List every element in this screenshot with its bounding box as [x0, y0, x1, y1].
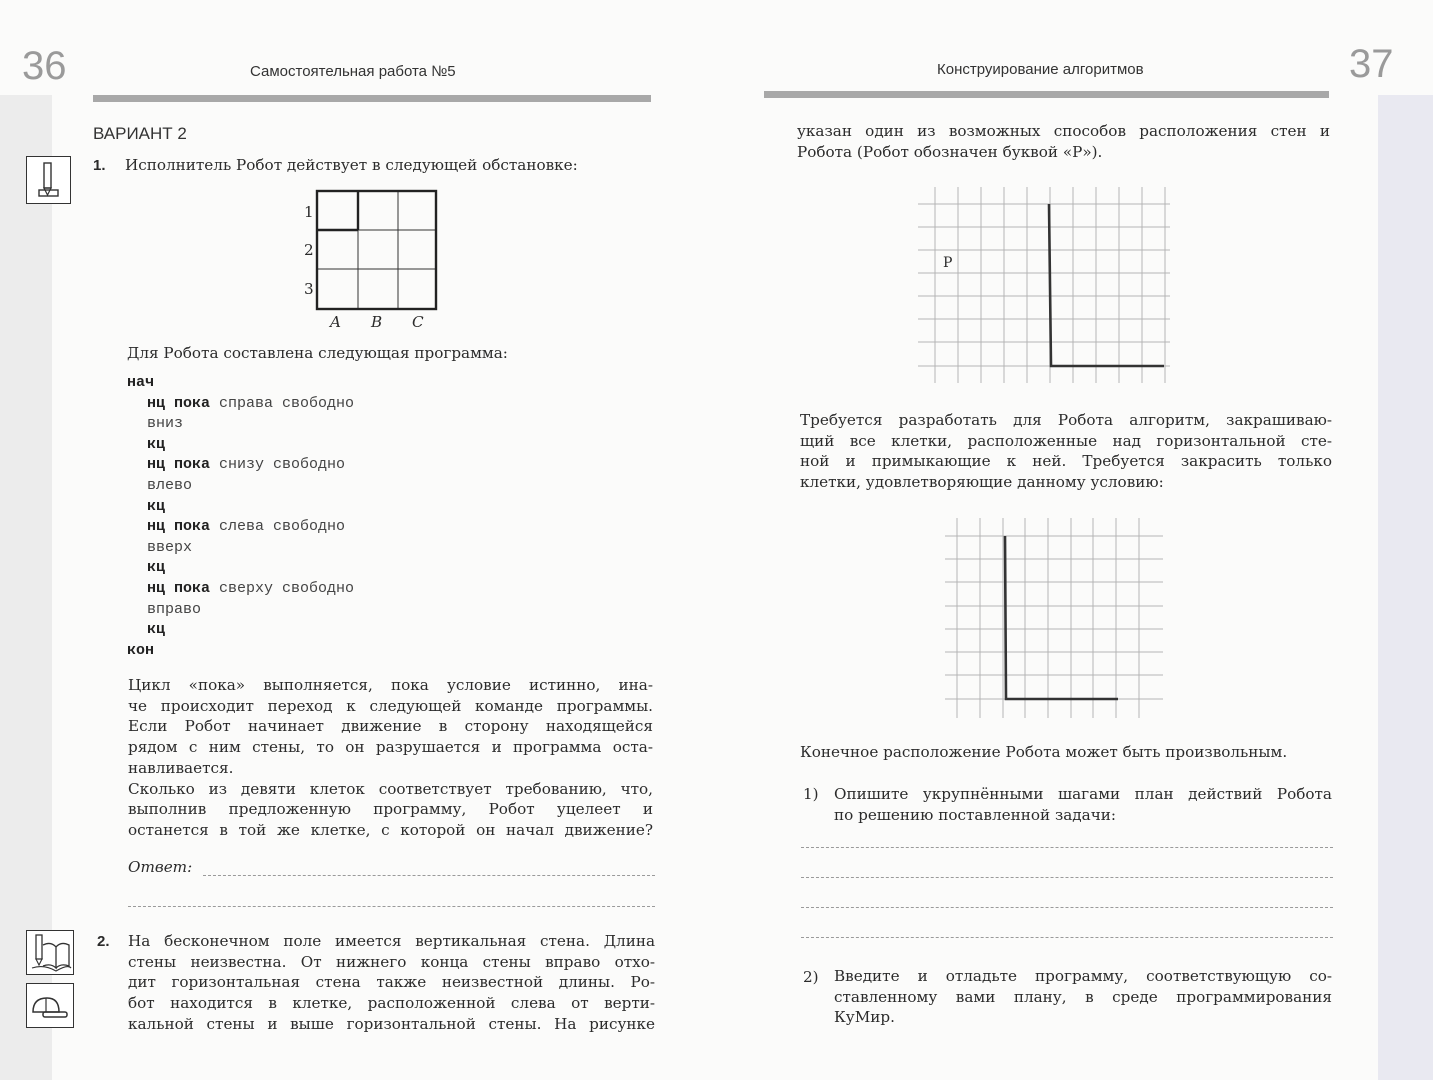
task2-continuation: указан один из возможных способов расположения стен и Робота (Робот обозначен буквой «Р»). — [797, 122, 1330, 161]
subtask1-text: Опишите укрупнёнными шагами план действий Робота по решению поставленной задачи: — [834, 785, 1332, 824]
col-label-c: C — [412, 313, 424, 331]
header-rule-right — [764, 91, 1329, 98]
robot-field-figure-target — [945, 518, 1163, 718]
row-label-2: 2 — [304, 241, 314, 259]
robot-grid-3x3 — [296, 188, 456, 333]
code-line: кц — [147, 435, 166, 453]
program-listing — [127, 373, 354, 661]
code-line: вниз — [147, 415, 184, 433]
code-line: нц пока справа свободно — [147, 394, 355, 412]
row-label-3: 3 — [304, 280, 314, 298]
col-label-b: B — [371, 313, 383, 331]
code-line: нц пока слева свободно — [147, 518, 346, 536]
pencil-book-icon — [26, 930, 74, 975]
code-line: кц — [147, 559, 166, 577]
plan-answer-line-2[interactable] — [801, 877, 1333, 878]
task1-intro: Исполнитель Робот действует в следующей обстановке: — [125, 156, 578, 174]
pencil-icon — [26, 156, 71, 204]
task2-text: На бесконечном поле имеется вертикальная стена. Длина стены неизвестна. От нижнего конца стены вправо отхо- дит горизонтальная стена также неизвестной длины. Ро- бот находится в клетке, расположенной слева от верти- кальной стены и выше горизонтальной стены. На рисунке — [128, 932, 655, 1033]
loop-explanation: Цикл «пока» выполняется, пока условие истинно, ина- че происходит переход к следующей команде программы. Если Робот начинает движение в сторону находящейся рядом с ним стены, то он разрушается и программа оста- навливается. Сколько из девяти клеток соответствует требованию, что, выполнив предложенную программу, Робот уцелеет и останется в той же клетке, с которой он начал движение? — [128, 676, 653, 839]
code-line: нач — [127, 374, 155, 391]
answer-line-1[interactable] — [203, 875, 655, 876]
answer-line-2[interactable] — [128, 906, 655, 907]
computer-mouse-icon — [26, 983, 74, 1028]
robot-field-figure-initial — [918, 187, 1170, 383]
code-line: кц — [147, 621, 166, 639]
plan-answer-line-4[interactable] — [801, 937, 1333, 938]
answer-label: Ответ: — [128, 858, 193, 876]
task2-number: 2. — [97, 933, 110, 950]
task1-number: 1. — [93, 157, 106, 174]
row-label-1: 1 — [304, 203, 314, 221]
plan-answer-line-1[interactable] — [801, 847, 1333, 848]
page-number-left: 36 — [22, 44, 67, 88]
subtask1-number: 1) — [803, 785, 819, 803]
code-line: нц пока снизу свободно — [147, 456, 346, 474]
header-rule-left — [93, 95, 651, 102]
code-line: кон — [127, 641, 155, 659]
code-line: влево — [147, 476, 193, 494]
subtask2-text: Введите и отладьте программу, соответствующую со- ставленному вами плану, в среде программирования КуМир. — [834, 967, 1332, 1027]
subtask2-number: 2) — [803, 968, 819, 986]
code-line: вправо — [147, 600, 202, 618]
running-head-left: Самостоятельная работа №5 — [250, 63, 456, 80]
plan-answer-line-3[interactable] — [801, 907, 1333, 908]
code-line: кц — [147, 497, 166, 515]
running-head-right: Конструирование алгоритмов — [937, 61, 1144, 78]
program-intro: Для Робота составлена следующая программа: — [127, 344, 508, 362]
right-page-margin-band — [1378, 95, 1433, 1080]
code-line: нц пока сверху свободно — [147, 579, 355, 597]
variant-heading: ВАРИАНТ 2 — [93, 124, 187, 143]
task2-requirement: Требуется разработать для Робота алгоритм, закрашиваю- щий все клетки, расположенные над горизонтальной сте- ной и примыкающие к ней. Требуется закрасить только клетки, удовлетворяющие данному условию: — [800, 411, 1332, 492]
code-line: вверх — [147, 538, 193, 556]
col-label-a: A — [330, 313, 341, 331]
page-number-right: 37 — [1349, 42, 1394, 86]
final-position-note: Конечное расположение Робота может быть произвольным. — [800, 743, 1288, 761]
robot-marker: Р — [943, 255, 953, 271]
